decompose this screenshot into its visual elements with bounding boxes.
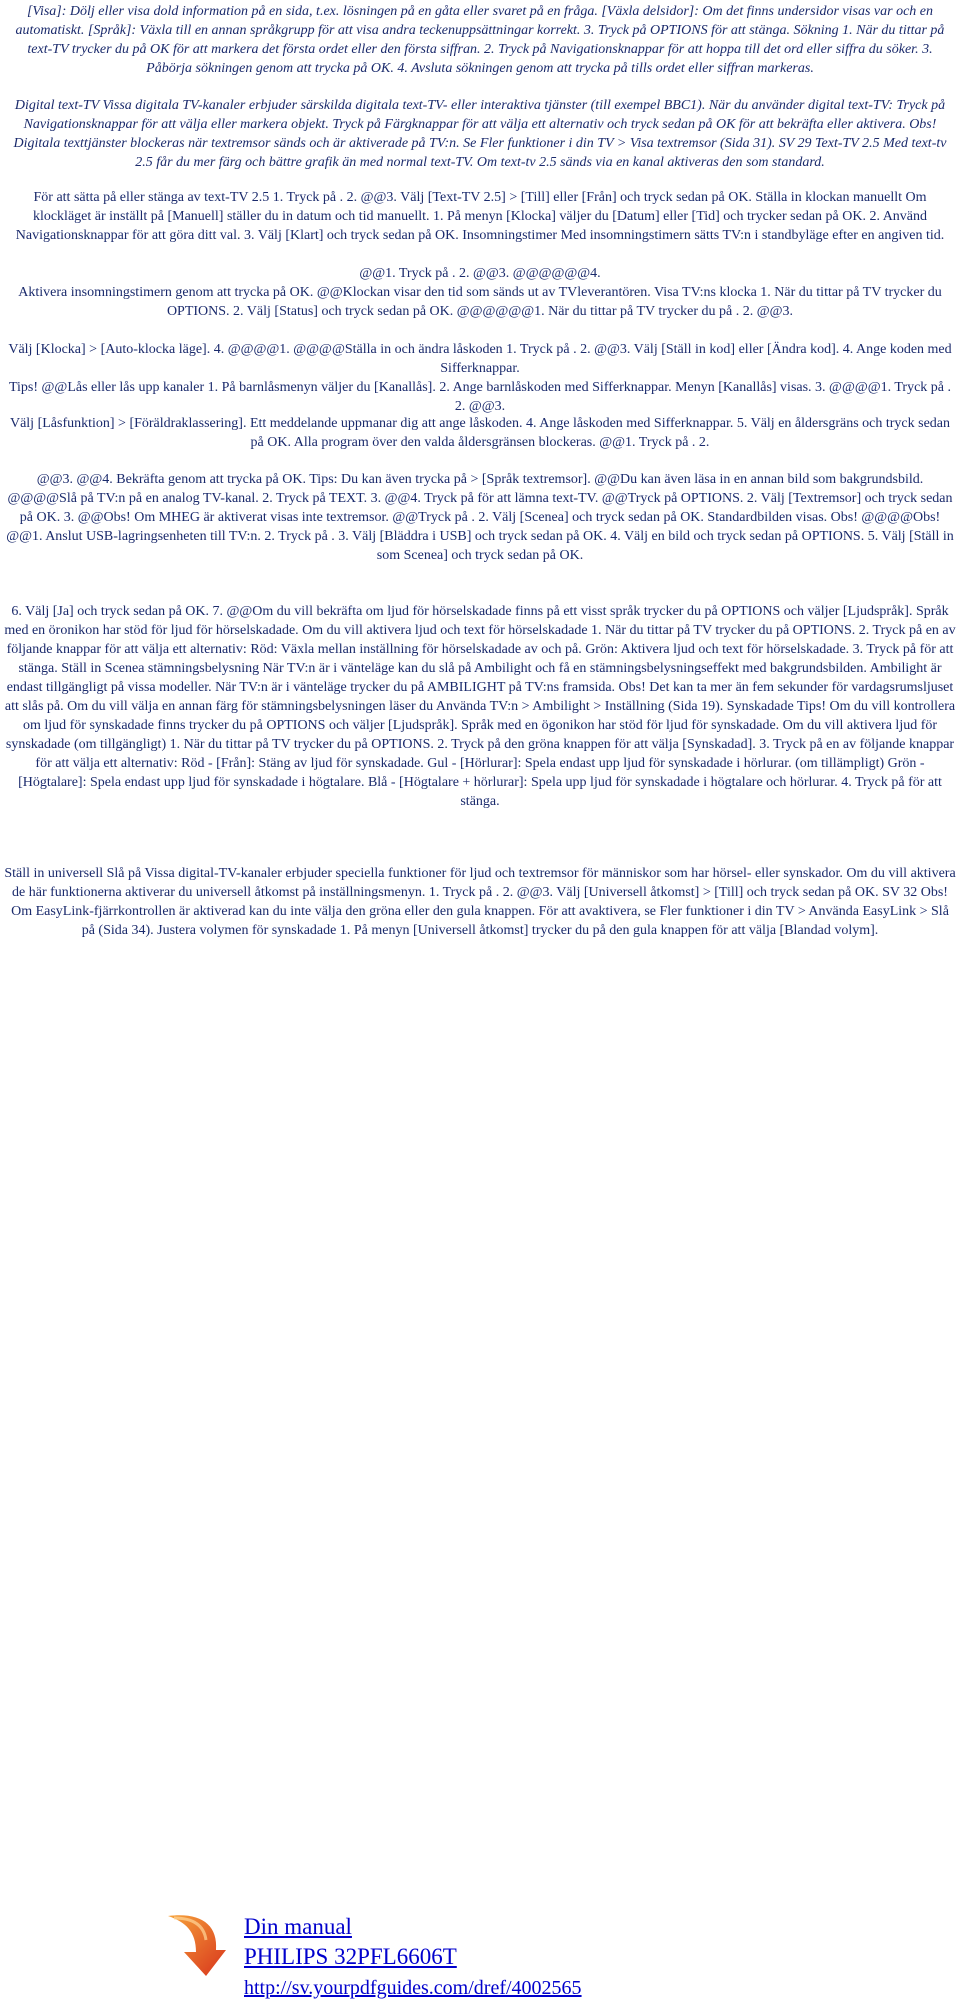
- footer-links: [244, 1912, 582, 2002]
- paragraph-teletext-options: [Visa]: Dölj eller visa dold information på en sida, t.ex. lösningen på en gåta eller svaret på en fråga. [Växla delsidor]: Om det finns undersidor visas var och en automatiskt. [Språk]: Växla till en annan språkgrupp för att visa andra teckenuppsättningar korrekt. 3. Tryck på OPTIONS för att stänga. Sökning 1. När du tittar på text-TV trycker du på OK för att markera det första ordet eller den första siffran. 2. Tryck på Navigationsknappar för att hoppa till det ord eller siffra du söker. 3. Påbörja sökningen genom att trycka på OK. 4. Avsluta sökningen genom att trycka på tills ordet eller siffran markeras.: [15, 4, 945, 76]
- paragraph-digital-text-tv: Digital text-TV Vissa digitala TV-kanaler erbjuder särskilda digitala text-TV- eller interaktiva tjänster (till exempel BBC1). När du använder digital text-TV: Tryck på Navigationsknappar för att välja eller markera objekt. Tryck på Färgknappar för att välja ett alternativ och tryck sedan på OK för att bekräfta eller aktivera. Obs! Digitala texttjänster blockeras när textremsor sänds och är aktiverade på TV:n. Se Fler funktioner i din TV > Visa textremsor (Sida 31). SV 29 Text-TV 2.5 Med text-tv 2.5 får du mer färg och bättre grafik än med normal text-TV. Om text-tv 2.5 sänds via en kanal aktiveras den som standard.: [13, 98, 947, 170]
- paragraph-hearing-visual-impaired: 6. Välj [Ja] och tryck sedan på OK. 7. @@Om du vill bekräfta om ljud för hörselskadade finns på ett visst språk trycker du på OPTIONS och väljer [Ljudspråk]. Språk med en öronikon har stöd för ljud för hörselskadade. Om du vill aktivera ljud och text för hörselskadade 1. När du tittar på TV trycker du på OPTIONS. 2. Tryck på en av följande knappar för att välja ett alternativ: Röd: Växla mellan inställning för hörselskadade av och på. Grön: Aktivera ljud och text för hörselskadade. 3. Tryck på för att stänga. Ställ in Scenea stämningsbelysning När TV:n är i vänteläge kan du slå på Ambilight och få en stämningsbelysningseffekt med bakgrundsbilden. Ambilight är endast tillgängligt på vissa modeller. När TV:n är i vänteläge trycker du på AMBILIGHT på TV:ns framsida. Obs! Det kan ta mer än fem sekunder för vardagsrumsljuset att slås på. Om du vill välja en annan färg för stämningsbelysningen läser du Använda TV:n > Ambilight > Inställning (Sida 19). Synskadade Tips! Om du vill kontrollera om ljud för synskadade finns trycker du på OPTIONS och väljer [Ljudspråk]. Språk med en ögonikon har stöd för ljud för synskadade. Om du vill aktivera ljud för synskadade (om tillgängligt) 1. När du tittar på TV trycker du på OPTIONS. 2. Tryck på den gröna knappen för att välja [Synskadad]. 3. Tryck på en av följande knappar för att välja ett alternativ: Röd - [Från]: Stäng av ljud för synskadade. Gul - [Hörlurar]: Spela endast upp ljud för synskadade i hörlurar. (om tillämpligt) Grön - [Högtalare]: Spela endast upp ljud för synskadade i högtalare. Blå - [Högtalare + hörlurar]: Spela upp ljud för synskadade i högtalare och hörlurar. 4. Tryck på för att stänga.: [4, 604, 956, 809]
- paragraph-subtitles-scenea: @@3. @@4. Bekräfta genom att trycka på OK. Tips: Du kan även trycka på > [Språk textremsor]. @@Du kan även läsa in en annan bild som bakgrundsbild. @@@@Slå på TV:n på en analog TV-kanal. 2. Tryck på TEXT. 3. @@4. Tryck på för att lämna text-TV. @@Tryck på OPTIONS. 2. Välj [Textremsor] och tryck sedan på OK. 3. @@Obs! Om MHEG är aktiverat visas inte textremsor. @@Tryck på . 2. Välj [Scenea] och tryck sedan på OK. Standardbilden visas. Obs! @@@@Obs! @@1. Anslut USB-lagringsenheten till TV:n. 2. Tryck på . 3. Välj [Bläddra i USB] och tryck sedan på OK. 4. Välj en bild och tryck sedan på OPTIONS. 5. Välj [Ställ in som Scenea] och tryck sedan på OK.: [6, 472, 954, 563]
- product-link[interactable]: PHILIPS 32PFL6606T: [244, 1944, 457, 1969]
- paragraph-universal-access: Ställ in universell Slå på Vissa digital-TV-kanaler erbjuder speciella funktioner för ljud och textremsor för människor som har hörsel- eller synskador. Om du vill aktivera de här funktionerna aktiverar du universell åtkomst på inställningsmenyn. 1. Tryck på . 2. @@3. Välj [Universell åtkomst] > [Till] och tryck sedan på OK. SV 32 Obs! Om EasyLink-fjärrkontrollen är aktiverad kan du inte välja den gröna eller den gula knappen. För att avaktivera, se Fler funktioner i din TV > Använda EasyLink > Slå på (Sida 34). Justera volymen för synskadade 1. På menyn [Universell åtkomst] trycker du på den gula knappen för att välja [Blandad volym].: [4, 866, 956, 938]
- paragraph-auto-clock-lock-code: Välj [Klocka] > [Auto-klocka läge]. 4. @@@@1. @@@@Ställa in och ändra låskoden 1. Tryck på . 2. @@3. Välj [Ställ in kod] eller [Ändra kod]. 4. Ange koden med Sifferknappar.: [8, 342, 952, 376]
- url-link[interactable]: http://sv.yourpdfguides.com/dref/4002565: [244, 1977, 582, 1999]
- manual-link[interactable]: Din manual: [244, 1914, 352, 1939]
- paragraph-sleep-timer-clock: Aktivera insomningstimern genom att trycka på OK. @@Klockan visar den tid som sänds ut av TVleverantören. Visa TV:ns klocka 1. När du tittar på TV trycker du OPTIONS. 2. Välj [Status] och tryck sedan på OK. @@@@@@1. När du tittar på TV trycker du på . 2. @@3.: [18, 285, 942, 319]
- paragraph-sleep-steps: @@1. Tryck på . 2. @@3. @@@@@@4.: [359, 266, 601, 281]
- paragraph-parental-rating: Välj [Låsfunktion] > [Föräldraklassering]. Ett meddelande uppmanar dig att ange låskoden. 4. Ange låskoden med Sifferknappar. 5. Välj en åldersgräns och tryck sedan på OK. Alla program över den valda åldersgränsen blockeras. @@1. Tryck på . 2.: [9, 416, 951, 450]
- paragraph-text-tv-clock-sleep: För att sätta på eller stänga av text-TV 2.5 1. Tryck på . 2. @@3. Välj [Text-TV 2.5] > [Till] eller [Från] och tryck sedan på OK. Ställa in klockan manuellt Om klockläget är inställt på [Manuell] ställer du in datum och tid manuellt. 1. På menyn [Klocka] väljer du [Datum] eller [Tid] och trycker sedan på OK. 2. Använd Navigationsknappar för att göra ditt val. 3. Välj [Klart] och tryck sedan på OK. Insomningstimer Med insomningstimern sätts TV:n i standbyläge efter en angiven tid.: [15, 190, 945, 243]
- paragraph-channel-lock: Tips! @@Lås eller lås upp kanaler 1. På barnlåsmenyn väljer du [Kanallås]. 2. Ange barnlåskoden med Sifferknappar. Menyn [Kanallås] visas. 3. @@@@1. Tryck på . 2. @@3.: [8, 380, 952, 414]
- footer: [0, 952, 960, 1999]
- download-arrow-icon: [160, 1910, 230, 1980]
